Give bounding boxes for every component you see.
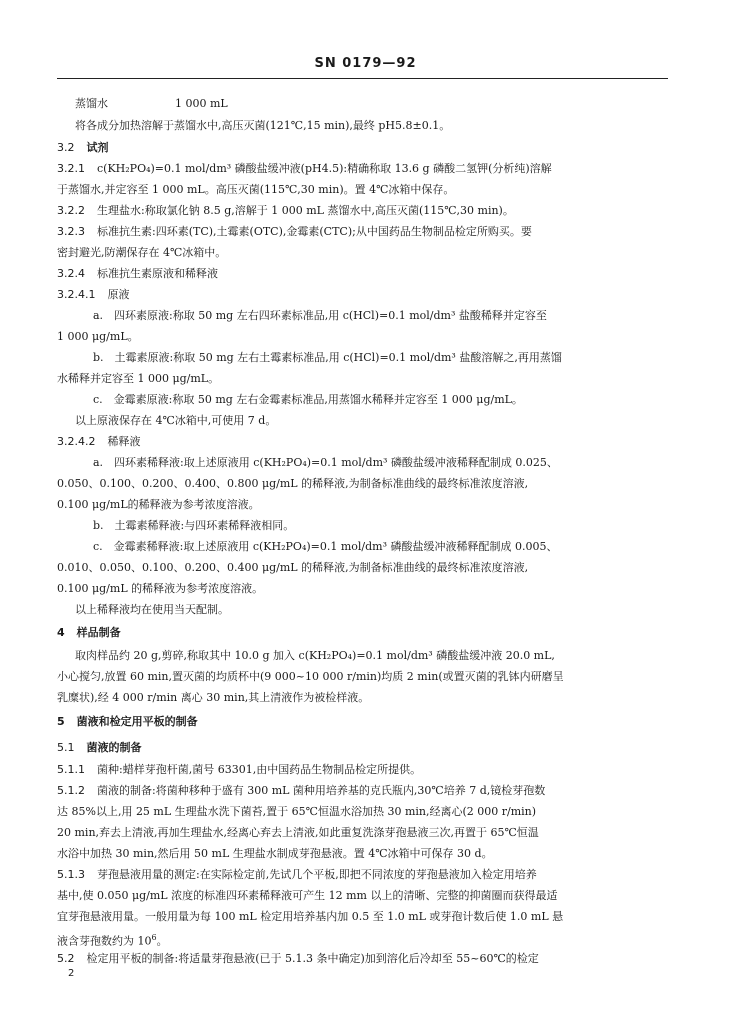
paragraph-line: 宜芽孢悬液用量。一般用量为每 100 mL 检定用培养基内加 0.5 至 1.0 mL 或芽孢计数后使 1.0 mL 悬 — [57, 910, 564, 923]
clause-text: 标准抗生素原液和稀释液 — [97, 267, 218, 280]
list-item: c. 金霉素稀释液:取上述原液用 c(KH₂PO₄)=0.1 mol/dm³ 磷酸盐缓冲液稀释配制成 0.005、 — [93, 540, 558, 553]
paragraph-line: 0.010、0.050、0.100、0.200、0.400 μg/mL 的稀释液,为制备标准曲线的最终标准浓度溶液, — [57, 561, 529, 574]
list-item: c. 金霉素原液:称取 50 mg 左右金霉素标准品,用蒸馏水稀释并定容至 1 000 μg/mL。 — [93, 393, 523, 406]
paragraph-line: 20 min,弃去上清液,再加生理盐水,经离心弃去上清液,如此重复洗涤芽孢悬液三次,再置于 65℃恒温 — [57, 826, 539, 839]
paragraph-line: 0.050、0.100、0.200、0.400、0.800 μg/mL 的稀释液,为制备标准曲线的最终标准浓度溶液, — [57, 477, 529, 490]
clause-number: 5.2 — [57, 952, 75, 965]
header-rule — [57, 78, 668, 79]
paragraph-line: 小心搅匀,放置 60 min,置灭菌的均质杯中(9 000~10 000 r/min)均质 2 min(或置灭菌的乳钵内研磨呈 — [57, 670, 564, 683]
clause-number: 3.2.2 — [57, 204, 85, 217]
standard-code-header: SN 0179—92 — [314, 56, 417, 71]
paragraph-line: 取肉样品约 20 g,剪碎,称取其中 10.0 g 加入 c(KH₂PO₄)=0.1 mol/dm³ 磷酸盐缓冲液 20.0 mL, — [75, 649, 555, 662]
list-item: b. 土霉素稀释液:与四环素稀释液相同。 — [93, 519, 295, 532]
section-title: 菌液和检定用平板的制备 — [76, 715, 198, 728]
paragraph-line: 以上原液保存在 4℃冰箱中,可使用 7 d。 — [75, 414, 277, 427]
clause-number: 5.1.3 — [57, 868, 85, 881]
clause-text: 标准抗生素:四环素(TC),土霉素(OTC),金霉素(CTC);从中国药品生物制品检定所购买。要 — [97, 225, 532, 238]
list-item: a. 四环素稀释液:取上述原液用 c(KH₂PO₄)=0.1 mol/dm³ 磷酸盐缓冲液稀释配制成 0.025、 — [93, 456, 558, 469]
paragraph-line: 基中,使 0.050 μg/mL 浓度的标准四环素稀释液可产生 12 mm 以上的清晰、完整的抑菌圈而获得最适 — [57, 889, 558, 902]
paragraph-line: 于蒸馏水,并定容至 1 000 mL。高压灭菌(115℃,30 min)。置 4℃冰箱中保存。 — [57, 183, 455, 196]
clause-number: 3.2.4.2 — [57, 435, 96, 448]
clause-text: 稀释液 — [107, 435, 141, 448]
paragraph-line: 乳糜状),经 4 000 r/min 离心 30 min,其上清液作为被检样液。 — [57, 691, 370, 704]
paragraph-text: 。 — [156, 934, 168, 948]
section-title: 样品制备 — [76, 626, 121, 639]
paragraph-line: 达 85%以上,用 25 mL 生理盐水洗下菌苔,置于 65℃恒温水浴加热 30 min,经离心(2 000 r/min) — [57, 805, 537, 818]
list-item: b. 土霉素原液:称取 50 mg 左右土霉素标准品,用 c(HCl)=0.1 mol/dm³ 盐酸溶解之,再用蒸馏 — [93, 351, 562, 364]
clause-line — [57, 783, 668, 798]
clause-line — [57, 161, 668, 176]
clause-number: 5.1.1 — [57, 763, 85, 776]
clause-line — [57, 266, 668, 281]
material-amount: 1 000 mL — [175, 97, 228, 110]
clause-text: 检定用平板的制备:将适量芽孢悬液(已于 5.1.3 条中确定)加到溶化后冷却至 55~60℃的检定 — [86, 952, 539, 965]
clause-line — [57, 203, 668, 218]
clause-line — [57, 867, 668, 882]
section-title: 菌液的制备 — [86, 741, 142, 754]
clause-text: 生理盐水:称取氯化钠 8.5 g,溶解于 1 000 mL 蒸馏水中,高压灭菌(115℃,30 min)。 — [97, 204, 514, 217]
clause-line — [57, 287, 668, 302]
paragraph-text: 液含芽孢数约为 10 — [57, 934, 152, 948]
page-number: 2 — [68, 968, 75, 979]
section-heading — [57, 140, 668, 155]
clause-number: 3.2.1 — [57, 162, 85, 175]
section-heading — [57, 625, 668, 640]
clause-text: 芽孢悬液用量的测定:在实际检定前,先试几个平板,即把不同浓度的芽孢悬液加入检定用培养 — [97, 868, 537, 881]
paragraph-line: 以上稀释液均在使用当天配制。 — [75, 603, 229, 616]
section-heading — [57, 714, 668, 729]
section-title: 试剂 — [86, 141, 109, 154]
clause-text: c(KH₂PO₄)=0.1 mol/dm³ 磷酸盐缓冲液(pH4.5):精确称取 13.6 g 磷酸二氢钾(分析纯)溶解 — [97, 162, 552, 175]
superscript: 6 — [151, 933, 157, 942]
paragraph-line: 1 000 μg/mL。 — [57, 330, 139, 343]
clause-number: 3.2.4.1 — [57, 288, 96, 301]
material-line — [75, 96, 668, 111]
paragraph-line: 水浴中加热 30 min,然后用 50 mL 生理盐水制成芽孢悬液。置 4℃冰箱中可保存 30 d。 — [57, 847, 493, 860]
paragraph-line: 0.100 μg/mL 的稀释液为参考浓度溶液。 — [57, 582, 264, 595]
section-number: 4 — [57, 626, 65, 639]
paragraph-line: 密封避光,防潮保存在 4℃冰箱中。 — [57, 246, 227, 259]
clause-text: 原液 — [107, 288, 130, 301]
clause-line — [57, 434, 668, 449]
clause-line — [57, 951, 668, 966]
section-number: 3.2 — [57, 141, 75, 154]
clause-number: 5.1.2 — [57, 784, 85, 797]
clause-text: 菌种:蜡样芽孢杆菌,菌号 63301,由中国药品生物制品检定所提供。 — [97, 763, 422, 776]
clause-line — [57, 224, 668, 239]
clause-number: 3.2.3 — [57, 225, 85, 238]
paragraph-line: 水稀释并定容至 1 000 μg/mL。 — [57, 372, 220, 385]
paragraph-line: 0.100 μg/mL的稀释液为参考浓度溶液。 — [57, 498, 260, 511]
clause-text: 菌液的制备:将菌种移种于盛有 300 mL 菌种用培养基的克氏瓶内,30℃培养 7 d,镜检芽孢数 — [97, 784, 546, 797]
paragraph-line: 将各成分加热溶解于蒸馏水中,高压灭菌(121℃,15 min),最终 pH5.8±0.1。 — [75, 119, 451, 132]
clause-line — [57, 762, 668, 777]
paragraph-line — [57, 930, 668, 949]
section-number: 5 — [57, 715, 65, 728]
clause-number: 3.2.4 — [57, 267, 85, 280]
section-number: 5.1 — [57, 741, 75, 754]
material-name: 蒸馏水 — [75, 97, 108, 110]
section-heading — [57, 740, 668, 755]
list-item: a. 四环素原液:称取 50 mg 左右四环素标准品,用 c(HCl)=0.1 mol/dm³ 盐酸稀释并定容至 — [93, 309, 547, 322]
